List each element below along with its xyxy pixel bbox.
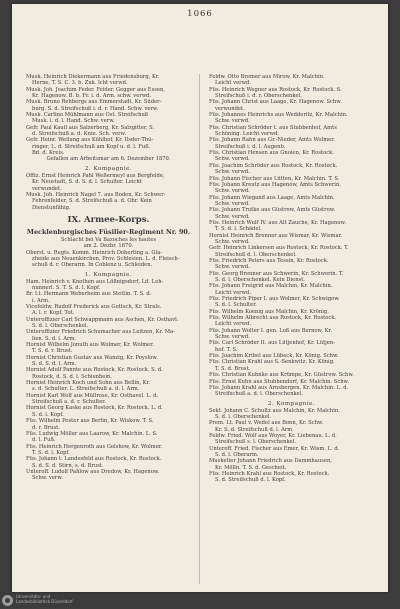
document-text-line: Füs. Christian Kuhnke aus Krümpe, Kr. Güstrow. Schw. [209, 372, 354, 379]
document-text-line: Unteroffizier Friedrich Schumacher aus Leitzen, Kr. Ma- [26, 329, 175, 336]
document-text-line: ringer, L. d. Streifschuß am Kopf u. d. l. Fuß. [32, 143, 151, 150]
document-text-line: Füs. Joachim Kribel aus Lübeck, Kr. König. Schw. [209, 353, 339, 360]
document-text-line: Füs. Joachim Schröder aus Rostock, Kr. Rostock. [209, 162, 338, 169]
document-text-line: am 2. Dezbr. 1870. [83, 243, 134, 250]
document-text-line: Schlacht bei Va Bazoches les hautes [60, 236, 157, 243]
document-text-line: Schw. verwd. [215, 188, 250, 195]
document-text-line: Füs. Wilhelm Koenig aus Malchin, Kr. Krönig. [209, 308, 329, 315]
document-text-line: 2. Kompagnie. [84, 165, 133, 172]
document-text-line: Musk. Joh. Heinrich Nagel 7. aus Boden, Kr. Schwer- [26, 191, 166, 198]
document-text-line: Füs. Heinrich Krahl aus Rostock, Kr. Rostock. [209, 470, 330, 477]
document-text-line: verwundet. [32, 185, 62, 192]
document-text-line: nunnerl. S. T. S. d. l. Kopf. [32, 284, 101, 291]
document-text-line: Füs. Friedrich Piper I. aus Wolmer, Kr. Schwigow. [209, 296, 340, 303]
document-text-line: hof. T. S. [215, 346, 238, 353]
document-text-line: Streifschuß a. d. l. Oberschenkel. [215, 391, 304, 398]
document-text-line: Gefr. Heinrich Linkersen aus Rostock, Kr. Rostock. T. [209, 245, 349, 252]
document-text-line: Dienstunfähig. [32, 204, 71, 211]
document-text-line: S. d. S. d. l. Arm. [32, 361, 77, 368]
document-text-line: verwundet. [215, 105, 245, 112]
document-text-line: Musk. Bruno Rehbergs aus Emmerstadt, Kr. Süder- [26, 99, 162, 106]
document-text-line: T. S. d. l. Schädel. [215, 226, 262, 233]
document-text-line: s. d. Schulter. L. Streifschuß a. d. l. Arm. [32, 386, 140, 393]
document-text-line: Offiz. Ernst Heinrich Pahl Weßermeyl aus Bergfelde, [26, 172, 165, 179]
document-text-line: Füs. Carl Schröder II. aus Lütjenhof, Kr. Lütjen- [209, 340, 335, 347]
library-logo[interactable] [2, 593, 94, 607]
document-text-line: d. Streifschuß a. d. Knie. Sch. verw. [32, 131, 127, 138]
document-text-line: Füs. Georg Brenner aus Schwerin, Kr. Schwerin. T. [209, 270, 344, 277]
document-text-line: 2. Kompagnie. [267, 400, 316, 407]
document-text-line: Füs. Johann Rahn aus Gr.-Nieder, Amts Wolmer. [209, 137, 335, 144]
document-text-line: T. S. d. r. Brust. [32, 348, 73, 355]
document-text-line: S. d. l. Oberarm. [215, 451, 259, 458]
document-text-line: Hornist Georg Kaske aus Rostock, Kr. Rostock. L. d. [26, 405, 163, 412]
document-text-line: Füs. Johann Krahl aus Arnsbergen, Kr. Malchin. L. d. [209, 384, 349, 391]
document-text-line: Füs. Wilhelm Albrecht aus Rostock, Kr. Rostock. [209, 315, 337, 322]
document-text-line: Füs. Johann Fischer aus Lütten, Kr. Malchin. T. S. [209, 175, 340, 182]
library-logo-line1: Universitäts- und [16, 594, 51, 600]
document-text-line: S. d. l. Schulter. [215, 302, 257, 309]
document-text-line: Feldw. Otto Bremer aus Mirow, Kr. Malchin. [209, 74, 325, 80]
document-text-line: T. S. d. l. Kopf. [32, 449, 70, 456]
document-text-line: Herne, T. S. C. 3. b. Zuk. lcht verwd. [32, 80, 128, 87]
document-text-line: Leicht verwd. [215, 289, 252, 296]
document-text-line: Füs. Johann Trutke aus Güstrow, Amts Güstrow. [209, 207, 336, 214]
document-text-line: Streifschuß a. d. r. Schulter. [32, 399, 106, 406]
document-text-line: Füs. Ernst Kuhn aus Stubbendorf, Kr. Malchin. Schw. [209, 378, 350, 385]
document-page [12, 4, 388, 592]
document-text-line: Unteroff. Ludolf Pahlow aus Dredow, Kr. Hagenow. [26, 468, 160, 475]
document-text-line: Streifschuß i. d. l. Augenb. [215, 143, 286, 150]
document-text-line: S. d. l. Oberschenkel. [32, 323, 89, 329]
document-text-line: Füs. Johannes Heinrichs aus Wedderitz, Kr. Malchin. [209, 112, 348, 119]
document-text-line: Bd. d. Kreis. [32, 150, 65, 157]
document-text-line: Füs. Christian Schröder t. aus Stubbenhof, Amts [209, 124, 337, 131]
document-text-line: Sekt. Johann C. Schultz aus Malchin, Kr. Malchin. [209, 407, 340, 414]
page-number: 1066 [187, 9, 213, 19]
document-text-line: Schw. verwd. [215, 169, 250, 176]
document-text-line: Oberst. u. Regts. Komm. Heinrich Doherting a. Gla- [26, 249, 163, 256]
document-text-line: Br. Lt. Hermann Weberheim aus Stettin. T. S. d. [26, 291, 152, 298]
document-text-line: Musk. Joh. Joachim Feder. Feider. Gegger aus Essen, [26, 86, 165, 93]
document-text-line: Streifschuß s. l. Oberschenkel. [215, 439, 297, 446]
document-text-line: Hornist Wilhelm Jonuth aus Wolmer, Kr. Wolmer. [26, 342, 154, 349]
document-text-line: Füs. Johann Christ aus Laage, Kr. Hagenow. Schw. [209, 99, 342, 106]
document-text-line: d. l. Fuß. [32, 437, 56, 444]
document-text-line: Vicefeldw. Rudolf Frederick aus Gottsch, Kr. Strals. [26, 303, 162, 310]
column-divider [199, 74, 200, 584]
document-text-line: Musketier Johann Friedrich aus Dammhausen, [209, 458, 332, 465]
library-seal-icon [2, 595, 13, 606]
document-text-line: Füs. Johann t. Landesfeld aus Rostock, Kr. Rostock. [26, 456, 162, 463]
document-text-line: Schw. verwd. [215, 238, 250, 245]
document-text-line: Schöning. Leicht verwd. [215, 131, 279, 138]
document-text-line: Schw. verwd. [215, 213, 250, 220]
document-text-line: IX. Armee-Korps. [67, 214, 150, 225]
document-text-line: Schw. verwd. [215, 156, 250, 163]
document-text-line: Leicht verwd. [215, 321, 252, 328]
document-text-line: Hornist Heinrich Koch und Sohn aus Bellin, Kr. [26, 380, 151, 387]
document-text-line: Gefallen am Arbeitsmar am 6. Dezember 1870. [46, 156, 171, 163]
document-text-line: Schw. verwd. [215, 334, 250, 341]
document-text-line: Gefr. Heinr. Weilung aus Kühlhof, Kr. Ilsder-Thü- [26, 137, 154, 144]
document-text-line: Kr. S. d. Streifschuß d. l. Arm. [215, 426, 294, 433]
document-text-line: Füs. Christian Krahl aus S.-Senkwitz. Kr. König. [209, 359, 335, 366]
document-text-line: Schw. verwd. [215, 200, 250, 207]
document-text-line: schuß d. r. Oberarm. In Coblenz u. Schleiden. [32, 262, 153, 269]
document-text-line: Hornist Heinrich Brenner aus Wismar, Kr. Wismar. [209, 232, 343, 239]
document-text-line: Füs. Johann Kreutz aus Hagenow, Amts Schwerin. [209, 181, 341, 188]
document-text-line: Musk. i. d. l. Hand. Schw. verw. [32, 118, 115, 125]
document-text-line: 1. Kompagnie. [84, 271, 133, 278]
document-text-line: Füs. Heinrich Wegner aus Rostock, Kr. Rostock. S. [209, 86, 342, 93]
document-text-line: Schw. verw. [32, 475, 63, 482]
document-text-line: lien. S. d. l. Arm. [32, 335, 77, 342]
document-text-line: Fehrenfelder, S. d. Streifschuß a. d. Ohr. Kein [32, 198, 152, 205]
document-text-line: Füs. Heinrich Wulf IV. aus Alt Zauche, Kr. Hagenow. [209, 219, 346, 226]
document-text-line: S. d. l. Kopf. [32, 411, 64, 418]
document-text-line: Hornist Karl Wolf aus Müllrose, Kr. Osthavel. L. d. [26, 392, 159, 399]
document-text-line: Ham. Heinrich v. Knothen aus Lößnigsdorf, Ld. Leh- [26, 278, 164, 285]
document-text-line: Feldw. Fried. Wolf aus Woyer, Kr. Liebenau. L. d. [209, 432, 337, 439]
document-text-line: S. d. Streifschuß d. l. Kopf. [215, 477, 286, 484]
document-text-line: Leicht verwd. [215, 80, 252, 87]
document-text-line: Mecklenburgisches Füsilier-Regiment Nr. 90. [26, 227, 191, 236]
document-text-line: Schw. verwd. [215, 264, 250, 271]
document-text-line: Schw. verwd. [215, 118, 250, 125]
document-text-line: A. l. r. Kopf. Tot. [32, 310, 75, 317]
document-text-line: Streifschuß d. l. Oberschenkel. [215, 251, 297, 258]
document-text-line: Füs. Friedrich Peters aus Tessin, Kr. Rostock. [209, 257, 329, 264]
library-logo-line2: Landesbibliothek Düsseldorf [16, 599, 73, 604]
document-text-line: d. r. Brust. [32, 424, 60, 431]
library-logo-text [16, 595, 73, 604]
document-text-line: burg. S. d. Streifschuß i. d. r. Hand. Schw. verw. [32, 105, 159, 112]
document-text-line: Unteroffizier Carl Schwappmann aus Aschen, Kr. Osthavl. [26, 316, 179, 323]
document-text-line: Füs. Johann Wolter I. gen. Loß aus Bernow, Kr. [209, 327, 333, 334]
document-text-line: Unteroff. Fried. Fischer aus Emer, Kr. Wism. L. d. [209, 445, 340, 452]
document-text-line: Musk. Heinrich Diekermann aus Friedensburg, Kr. [26, 74, 160, 80]
document-text-line: Rostock, d. S. d. l. Schienbein. [32, 373, 113, 380]
document-text-line: Hornist Christian Gustav aus Wanzig, Kr. Poyslow. [26, 354, 158, 361]
document-text-line: Musk. Carlino Mühlmann aus Ost. Streifschuß [26, 112, 149, 119]
right-column [209, 74, 374, 484]
document-text-line: S. d. l. Oberschenkel. [215, 413, 272, 420]
document-text-line: S. d. l. Oberschenkel. Kein Dienst. [215, 277, 305, 283]
document-text-line: Füs. Johann Wiegand aus Laage, Amts Malchin. [209, 194, 335, 201]
document-text-line: Füs. Wilhelm Poster aus Berlin, Kr. Wiskow. T. S. [26, 418, 154, 425]
document-text-line: Kr. Mölln. T. S. d. Gescheit. [215, 464, 287, 471]
document-text-line: T. S. d. Brust. [215, 365, 251, 372]
document-text-line: Gefr. Paul Kaufl aus Salzerberg, Kr. Salzgitter, S. [26, 124, 155, 131]
document-text-line: S. d. S. d. Stirn, s. d. Brust. [32, 462, 104, 469]
document-text-line: zheide aus Neuenkirchen, Prov. Schlesien. L. d. Fleisch- [32, 255, 180, 262]
document-text-line: Füs. Christian Hensen aus Gnoien, Kr. Rostock. [209, 150, 334, 157]
document-text-line: Kr. Hagenow. B. b. Fr. i. d. Arm. schw. verwd. [32, 93, 152, 100]
document-text-line: i. Arm. [32, 297, 50, 304]
document-text-line: Streifschuß i. d. r. Oberschenkel. [215, 93, 302, 100]
document-text-line: Prem. Lt. Paul v. Wedel aus Bonn, Kr. Schw. [209, 420, 324, 427]
document-text-line: Füs. Ludwig Möller aus Laarow, Kr. Malchin. L. S. [26, 430, 158, 437]
document-text-line: Hornist Adolf Pannte aus Rostock, Kr. Rostock. S. d. [26, 367, 163, 374]
document-text-line: Füs. Johann Freigrid aus Malchin, Kr. Malchin. [209, 283, 333, 290]
document-text-line: Kr. Neustadt, S. d. S. d. l. Schulter. Leicht [32, 179, 142, 186]
left-column [26, 74, 191, 482]
document-text-line: Füs. Heinrich Hergenroth aus Golshow, Kr. Wolmer. [26, 443, 163, 450]
